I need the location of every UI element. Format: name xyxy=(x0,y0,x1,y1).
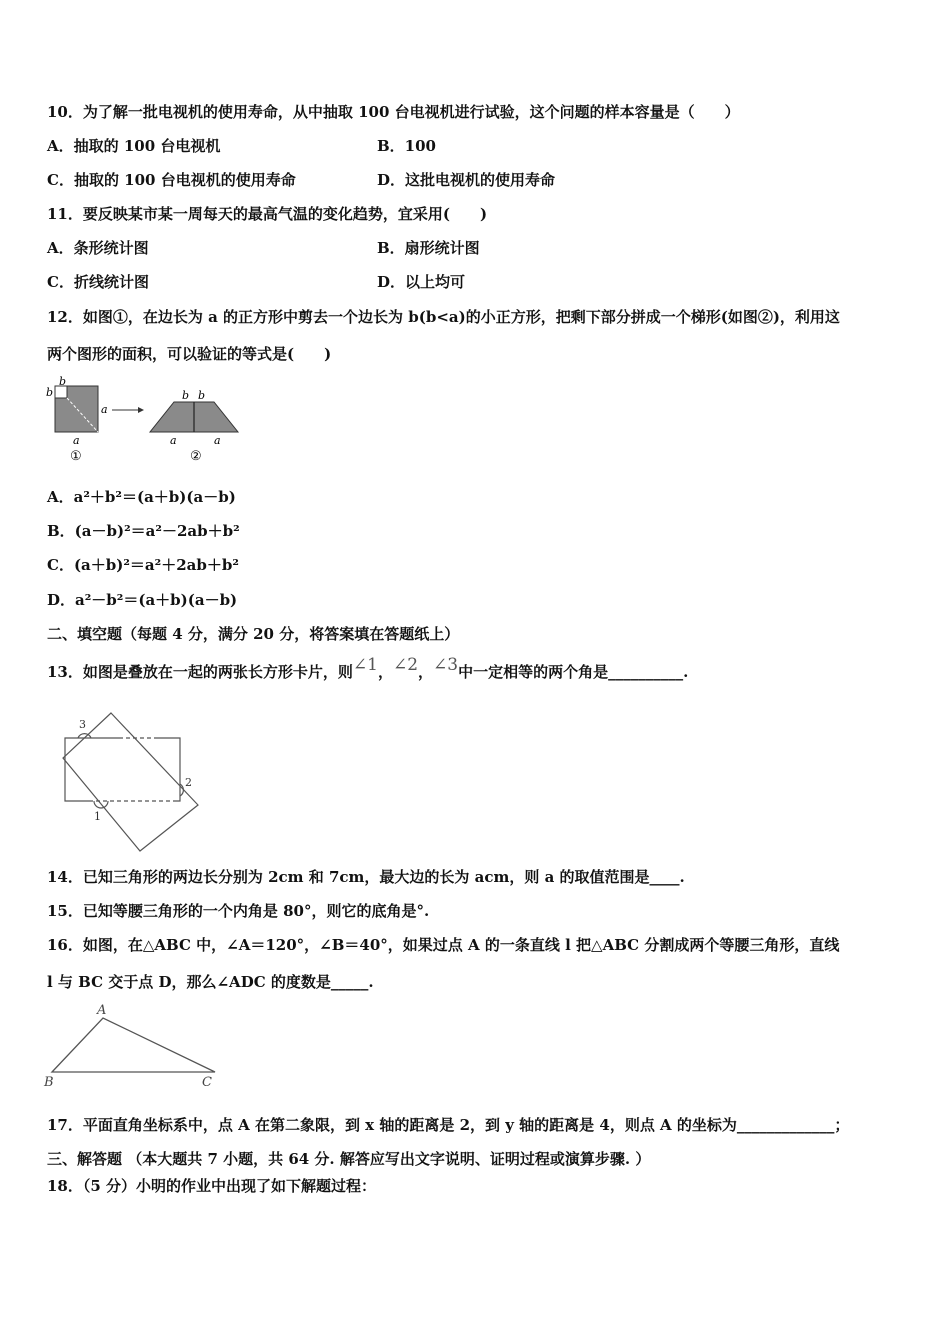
q11-option-d: D．以上均可 xyxy=(377,273,466,291)
q13-stem xyxy=(47,655,689,682)
q13-figure xyxy=(58,708,228,858)
q11-option-c: C．折线统计图 xyxy=(47,273,149,291)
q11-option-a: A．条形统计图 xyxy=(47,239,149,257)
q13-angle-3: ∠3 xyxy=(433,655,459,675)
q16-stem-line2: l 与 BC 交于点 D，那么∠ADC 的度数是_____. xyxy=(47,973,374,991)
q18-stem: 18．（5 分）小明的作业中出现了如下解题过程： xyxy=(47,1177,377,1195)
q16-triangle-figure xyxy=(40,1000,230,1092)
label-b-top: b xyxy=(59,375,67,388)
q10-stem: 10．为了解一批电视机的使用寿命，从中抽取 100 台电视机进行试验，这个问题的样本容量是（ ） xyxy=(47,103,740,121)
q12-figure xyxy=(42,374,247,466)
q10-option-b: B．100 xyxy=(377,137,436,155)
label-a-bottom: a xyxy=(73,434,80,447)
q11-option-b: B．扇形统计图 xyxy=(377,239,480,257)
q13-pre: 13．如图是叠放在一起的两张长方形卡片，则 xyxy=(47,663,353,681)
label-angle-3: 3 xyxy=(79,718,86,731)
label-circled-1: ① xyxy=(70,449,82,464)
q16-stem-line1: 16．如图，在△ABC 中，∠A＝120°，∠B＝40°，如果过点 A 的一条直线 l 把△ABC 分割成两个等腰三角形，直线 xyxy=(47,936,840,954)
q13-sep-2: ， xyxy=(418,663,434,681)
q13-sep-1: ， xyxy=(377,663,393,681)
label-b-trap-right: b xyxy=(198,389,206,402)
label-b-trap-left: b xyxy=(182,389,190,402)
q12-option-b: B．(a－b)²＝a²－2ab＋b² xyxy=(47,522,240,540)
q12-option-d: D．a²－b²＝(a＋b)(a－b) xyxy=(47,591,238,609)
section-3-heading: 三、解答题 （本大题共 7 小题，共 64 分. 解答应写出文字说明、证明过程或演算步骤. ） xyxy=(47,1150,651,1168)
q15-stem: 15．已知等腰三角形的一个内角是 80°，则它的底角是°. xyxy=(47,902,430,920)
label-a-right: a xyxy=(101,403,108,416)
section-2-heading: 二、填空题（每题 4 分，满分 20 分，将答案填在答题纸上） xyxy=(47,625,460,643)
label-a-trap-right: a xyxy=(214,434,221,447)
label-b-left: b xyxy=(46,386,54,399)
q10-option-a: A．抽取的 100 台电视机 xyxy=(47,137,221,155)
q13-angle-2: ∠2 xyxy=(392,655,419,675)
q12-stem-line2: 两个图形的面积，可以验证的等式是( ) xyxy=(47,345,332,363)
figure-trapezoid xyxy=(150,389,238,464)
q13-angle-1: ∠1 xyxy=(352,655,378,675)
label-vertex-b: B xyxy=(44,1075,54,1090)
q11-stem: 11．要反映某市某一周每天的最高气温的变化趋势，宜采用( ) xyxy=(47,205,488,223)
q17-stem: 17．平面直角坐标系中，点 A 在第二象限，到 x 轴的距离是 2，到 y 轴的距离是 4，则点 A 的坐标为_____________； xyxy=(47,1116,850,1134)
triangle-abc xyxy=(52,1018,215,1072)
arrow-icon xyxy=(112,407,144,413)
label-vertex-a: A xyxy=(97,1003,107,1018)
figure-square-cutout xyxy=(46,375,108,464)
q12-option-c: C．(a＋b)²＝a²＋2ab＋b² xyxy=(47,556,239,574)
q12-stem-line1: 12．如图①，在边长为 a 的正方形中剪去一个边长为 b(b<a)的小正方形，把剩下部分拼成一个梯形(如图②)，利用这 xyxy=(47,308,840,326)
label-angle-1: 1 xyxy=(94,810,101,823)
q10-option-d: D．这批电视机的使用寿命 xyxy=(377,171,556,189)
label-circled-2: ② xyxy=(190,449,202,464)
q14-stem: 14．已知三角形的两边长分别为 2cm 和 7cm，最大边的长为 acm，则 a 的取值范围是____. xyxy=(47,868,685,886)
label-vertex-c: C xyxy=(202,1075,212,1090)
q10-option-c: C．抽取的 100 台电视机的使用寿命 xyxy=(47,171,296,189)
q13-post: 中一定相等的两个角是__________. xyxy=(458,663,689,681)
q12-option-a: A．a²＋b²＝(a＋b)(a－b) xyxy=(47,488,236,506)
label-angle-2: 2 xyxy=(185,776,192,789)
label-a-trap-left: a xyxy=(170,434,177,447)
